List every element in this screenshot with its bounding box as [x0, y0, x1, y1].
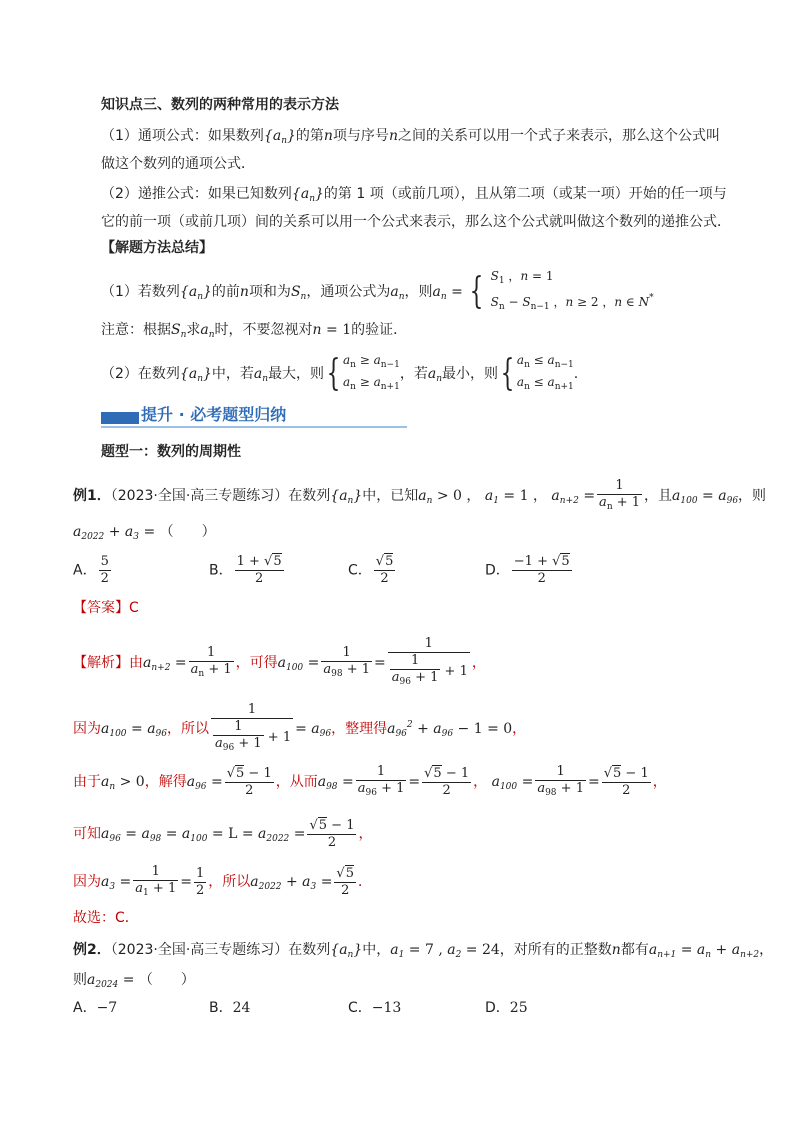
ex2-option-c[interactable]: C．−13: [348, 1000, 402, 1016]
method-2: （2）在数列$\{a_n\}$中，若$a_n$最大，则{ $a_n \ge a_{n-1}$ $a_n \ge a_{n+1}$ ，若$a_n$最小，则{ $a_n \le a_{n-1}$ $a_n \le a_{n+1}$ .: [101, 353, 579, 394]
banner-bar: [101, 412, 139, 424]
summary-title: 【解题方法总结】: [101, 240, 213, 256]
method-1: （1）若数列$\{a_n\}$的前n项和为$S_n$，通项公式为$a_n$，则$a_n$ = { $S_1$ ，n = 1 $S_n - S_{n-1}$ ，n ≥ 2 ，n ∈ N*: [101, 268, 654, 317]
topic-title: 题型一：数列的周期性: [101, 444, 241, 460]
banner-underline: [101, 426, 407, 428]
section-title: 知识点三、数列的两种常用的表示方法: [101, 97, 339, 113]
banner-title: 提升 · 必考题型归纳: [141, 405, 287, 424]
left-brace-icon: {: [500, 353, 515, 394]
ex2-option-d[interactable]: D．25: [485, 1000, 528, 1016]
left-brace-icon: {: [326, 353, 341, 394]
example-2-question: 例2．（2023·全国·高三专题练习）在数列$\{a_n\}$中，$a_1 = 7$ , $a_2 = 24$，对所有的正整数n都有$a_{n+1} = a_n + a_{n+2}$，: [73, 942, 774, 960]
analysis-step-1: 【解析】由$a_{n+2}$ = $\frac{1}{a_n + 1}$ ，可得$a_{100}$ = $\frac{1}{a_{98} + 1}$ = 1 $\frac{1}{a_{96} + 1}$ + 1 ，: [73, 636, 486, 687]
answer: 【答案】C: [73, 600, 139, 616]
conclusion: 故选：C．: [73, 910, 139, 926]
analysis-step-4: 可知$a_{96} = a_{98} = a_{100} = L = a_{2022}$ = $\frac{√5 - 1}{2}$ ，: [73, 817, 373, 850]
analysis-step-5: 因为$a_3$ = $\frac{1}{a_1 + 1}$ = $\frac{1}{2}$ ，所以$a_{2022} + a_3$ = $\frac{√5}{2}$ ．: [73, 863, 372, 898]
example-1-question-end: $a_{2022} + a_3$ = （ ）: [73, 524, 216, 542]
option-c[interactable]: C． $\frac{√5}{2}$: [348, 554, 394, 586]
recursive-formula-paragraph-end: 它的前一项（或前几项）间的关系可以用一个公式来表示，那么这个公式就叫做这个数列的递推公式．: [101, 214, 731, 230]
example-2-question-end: 则$a_{2024}$ = （ ）: [73, 972, 195, 990]
piecewise-formula: $S_1$ ，n = 1 $S_n - S_{n-1}$ ，n ≥ 2 ，n ∈ N*: [490, 269, 654, 312]
ex2-option-a[interactable]: A．−7: [73, 1000, 118, 1016]
ex2-option-b[interactable]: B．24: [209, 1000, 251, 1016]
note: 注意：根据$S_n$求$a_n$时，不要忽视对n = 1的验证．: [101, 322, 408, 340]
option-a[interactable]: A． $\frac{5}{2}$: [73, 554, 109, 586]
analysis-step-2: 因为$a_{100} = a_{96}$，所以 1 $\frac{1}{a_{96} + 1}$ + 1 = $a_{96}$，整理得$a_{96}^2 + a_{96} - 1 = 0$，: [73, 702, 527, 753]
option-d[interactable]: D． $\frac{-1 + √5}{2}$: [485, 554, 570, 586]
analysis-step-3: 由于$a_n > 0$，解得$a_{96}$ = $\frac{√5 - 1}{2}$ ，从而$a_{98}$ = $\frac{1}{a_{96} + 1}$ = $\frac{√5 - 1}{2}$ ， $a_{100}$ = $\frac{1}{a_{98} + 1}$ = $\frac{√5 - 1}{2}$ ，: [73, 763, 667, 798]
section-banner: [101, 404, 407, 428]
recursive-formula-paragraph: （2）递推公式：如果已知数列$\{a_n\}$的第 1 项（或前几项），且从第二项（或某一项）开始的任一项与: [101, 186, 727, 204]
general-term-paragraph: （1）通项公式：如果数列$\{a_n\}$的第n项与序号n之间的关系可以用一个式子来表示，那么这个公式叫: [101, 128, 720, 146]
general-term-paragraph-end: 做这个数列的通项公式．: [101, 156, 255, 172]
example-1-question: 例1．（2023·全国·高三专题练习）在数列$\{a_n\}$中，已知$a_n > 0$ ， $a_1 = 1$ ， $a_{n+2}$ = $\frac{1}{a_n + 1}$ ，且$a_{100} = a_{96}$，则: [73, 477, 767, 512]
left-brace-icon: {: [469, 271, 484, 312]
option-b[interactable]: B． $\frac{1 + √5}{2}$: [209, 554, 282, 586]
